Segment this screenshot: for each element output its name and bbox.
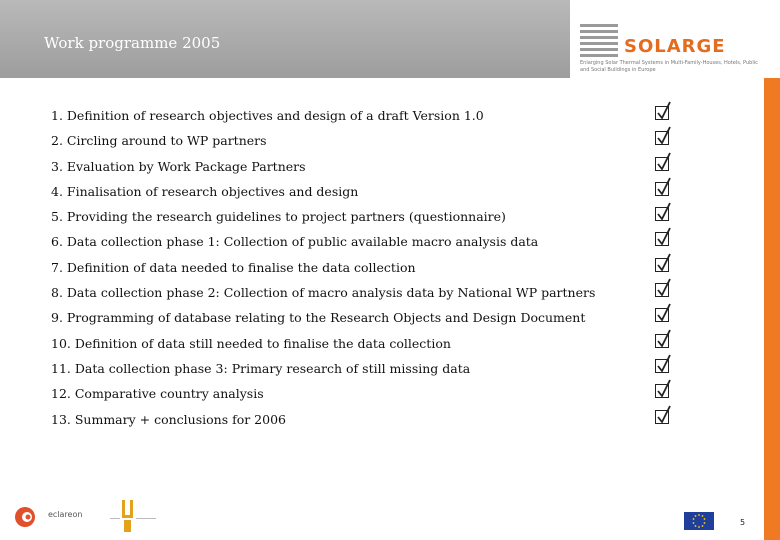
- list-item: [51, 207, 751, 232]
- list-item-label: 4. Finalisation of research objectives and design: [51, 183, 359, 199]
- checkbox-checked-icon: [655, 232, 669, 246]
- page-title: Work programme 2005: [44, 34, 221, 52]
- list-item-label: 9. Programming of database relating to the Research Objects and Design Document: [51, 310, 586, 326]
- university-logo: [110, 498, 160, 534]
- checkbox-checked-icon: [655, 157, 669, 171]
- work-programme-list: [51, 106, 751, 435]
- list-item-label: 10. Definition of data still needed to finalise the data collection: [51, 335, 451, 351]
- logo-wordmark: SOLARGE: [624, 36, 726, 57]
- checkbox-checked-icon: [655, 359, 669, 373]
- university-emblem-icon: [110, 498, 160, 534]
- checkbox-checked-icon: [655, 410, 669, 424]
- checkbox-checked-icon: [655, 207, 669, 221]
- list-item: [51, 157, 751, 182]
- list-item-label: 3. Evaluation by Work Package Partners: [51, 158, 306, 174]
- eu-flag-icon: [684, 512, 714, 530]
- list-item-label: 1. Definition of research objectives and design of a draft Version 1.0: [51, 108, 484, 123]
- side-accent-stripe: [764, 78, 780, 540]
- eclareon-wordmark: eclareon: [48, 510, 83, 519]
- list-item: [51, 106, 751, 131]
- list-item: [51, 232, 751, 257]
- list-item: [51, 359, 751, 384]
- list-item-label: 2. Circling around to WP partners: [51, 133, 267, 149]
- page-number: 5: [740, 518, 746, 527]
- checkbox-checked-icon: [655, 283, 669, 297]
- eclareon-swirl-icon: [12, 504, 42, 530]
- list-item: [51, 258, 751, 283]
- list-item-label: 7. Definition of data needed to finalise the data collection: [51, 259, 416, 275]
- list-item-label: 8. Data collection phase 2: Collection of macro analysis data by National WP partners: [51, 285, 596, 301]
- checkbox-checked-icon: [655, 258, 669, 272]
- list-item: [51, 182, 751, 207]
- list-item-label: 5. Providing the research guidelines to project partners (questionnaire): [51, 209, 506, 225]
- list-item: [51, 384, 751, 409]
- logo-tagline: Enlarging Solar Thermal Systems in Multi-Family-Houses, Hotels, Public and Social Buildings in Europe: [580, 60, 758, 73]
- checkbox-checked-icon: [655, 131, 669, 145]
- checkbox-checked-icon: [655, 182, 669, 196]
- eclareon-logo: [12, 504, 102, 530]
- list-item: [51, 131, 751, 156]
- checkbox-checked-icon: [655, 106, 669, 120]
- list-item-label: 6. Data collection phase 1: Collection of public available macro analysis data: [51, 234, 539, 250]
- logo-lines-icon: [580, 24, 618, 60]
- list-item-label: 13. Summary + conclusions for 2006: [51, 411, 286, 427]
- list-item: [51, 308, 751, 333]
- list-item: [51, 334, 751, 359]
- list-item-label: 11. Data collection phase 3: Primary research of still missing data: [51, 360, 471, 376]
- checkbox-checked-icon: [655, 334, 669, 348]
- checkbox-checked-icon: [655, 308, 669, 322]
- list-item: [51, 410, 751, 435]
- list-item-label: 12. Comparative country analysis: [51, 386, 264, 402]
- solarge-logo: [580, 22, 760, 82]
- checkbox-checked-icon: [655, 384, 669, 398]
- list-item: [51, 283, 751, 308]
